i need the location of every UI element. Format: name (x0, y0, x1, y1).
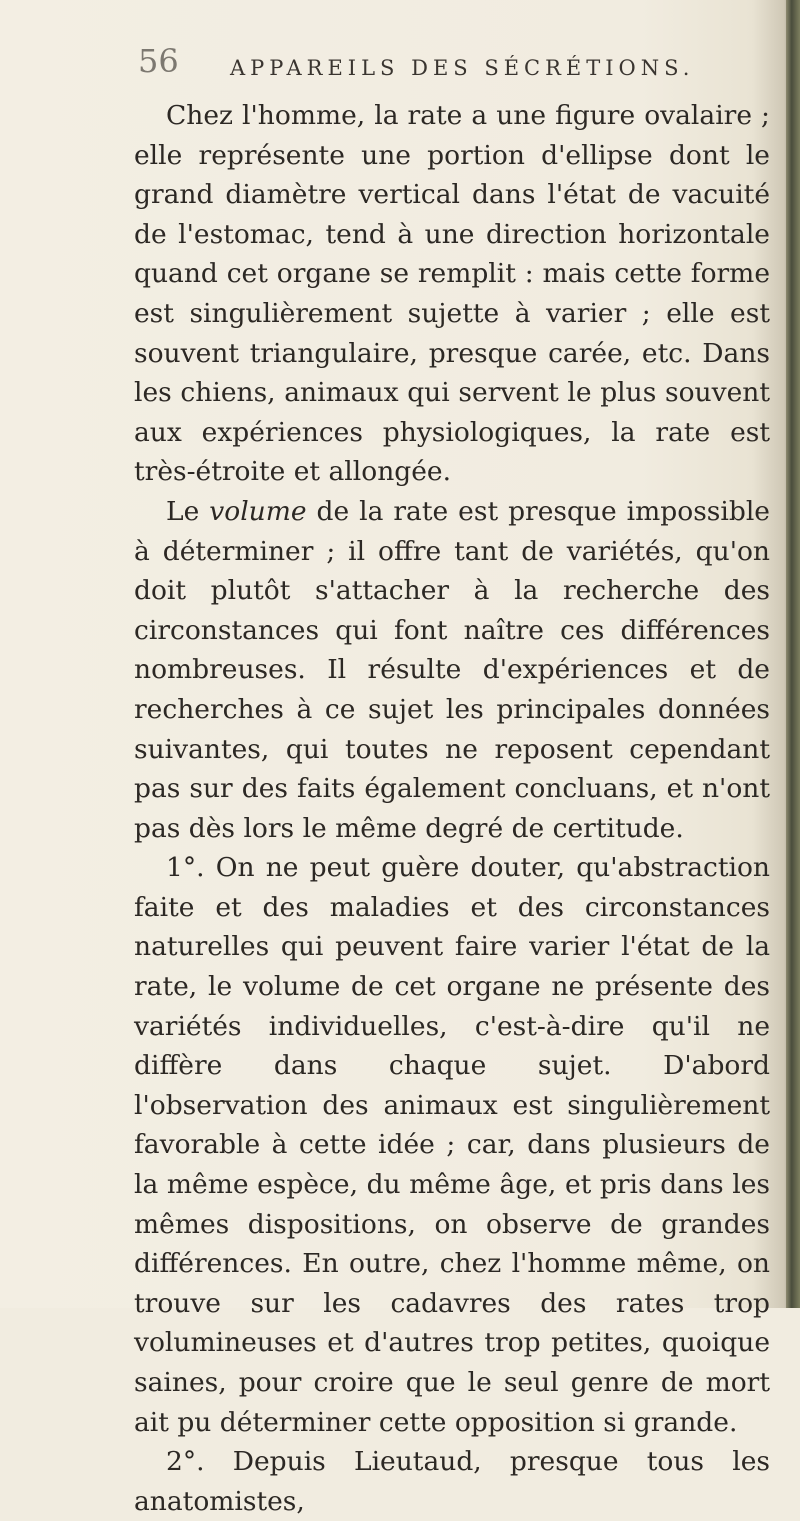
page-number: 56 (138, 42, 179, 80)
paragraph-volume-text: de la rate est presque impossible à déterminer ; il offre tant de variétés, qu'on doit plutôt s'attacher à la recherche des circonstances qui font naître ces différences nombreuses. Il résulte d'expériences et de recherches à ce sujet les principales données suivantes, qui toutes ne reposent cependant pas sur des faits également concluans, et n'ont pas dès lors le même degré de certitude. (134, 495, 770, 844)
page-binding-edge (786, 0, 800, 1308)
paragraph-point-2: 2°. Depuis Lieutaud, presque tous les anatomistes, (134, 1446, 770, 1517)
page-header (138, 42, 778, 90)
running-head: APPAREILS DES SÉCRÉTIONS. (230, 56, 695, 80)
body-text (134, 96, 770, 1521)
paragraph-volume-lead: Le (166, 495, 210, 527)
paragraph-point-1: 1°. On ne peut guère douter, qu'abstraction faite et des maladies et des circonstances naturelles qui peuvent faire varier l'état de la rate, le volume de cet organe ne présente des variétés individuelles, c'est-à-dire qu'il ne diffère dans chaque sujet. D'abord l'observation des animaux est singulièrement favorable à cette idée ; car, dans plusieurs de la même espèce, du même âge, et pris dans les mêmes dispositions, on observe de grandes différences. En outre, chez l'homme même, on trouve sur les cadavres des rates trop volumineuses et d'autres trop petites, quoique saines, pour croire que le seul genre de mort ait pu déterminer cette opposition si grande. (134, 852, 770, 1438)
paragraph-volume (134, 492, 770, 848)
paragraph-shape: Chez l'homme, la rate a une figure ovalaire ; elle représente une portion d'ellipse dont le grand diamètre vertical dans l'état de vacuité de l'estomac, tend à une direction horizontale quand cet organe se remplit : mais cette forme est singulièrement sujette à varier ; elle est souvent triangulaire, presque carée, etc. Dans les chiens, animaux qui servent le plus souvent aux expériences physiologiques, la rate est très-étroite et allongée. (134, 100, 770, 488)
emphasis-volume: volume (209, 495, 307, 527)
